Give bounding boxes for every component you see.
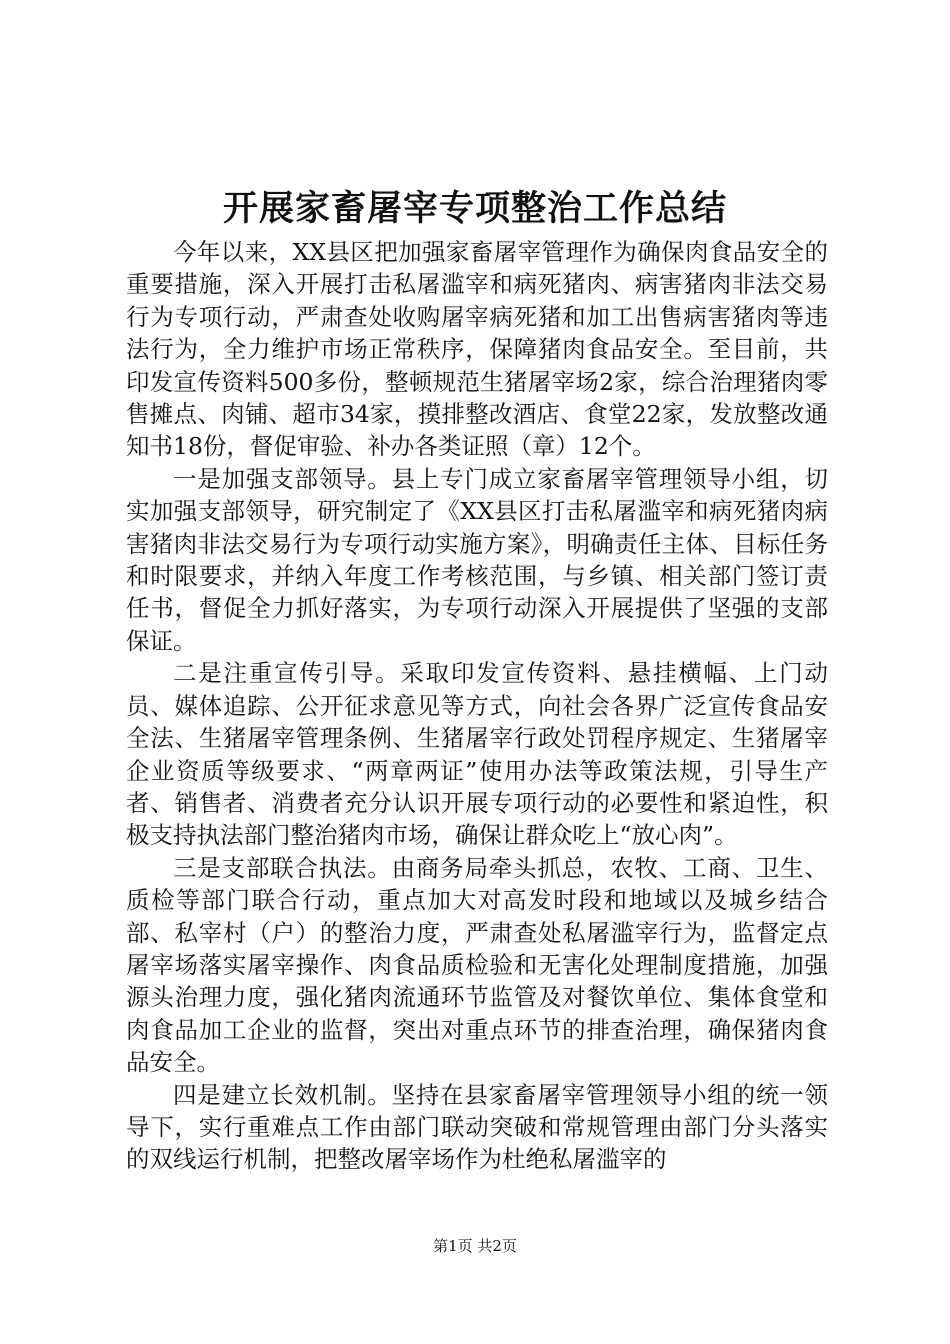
paragraph-joint-enforcement: 三是支部联合执法。由商务局牵头抓总，农牧、工商、卫生、质检等部门联合行动，重点加大对高发时段和地域以及城乡结合部、私宰村（户）的整治力度，严肃查处私屠滥宰行为，监督定点屠宰场落实屠宰操作、肉食品质检验和无害化处理制度措施，加强源头治理力度，强化猪肉流通环节监管及对餐饮单位、集体食堂和肉食品加工企业的监督，突出对重点环节的排查治理，确保猪肉食品安全。: [126, 853, 828, 1077]
page-footer: 第1页 共2页: [433, 1237, 517, 1255]
paragraph-long-term-mechanism: 四是建立长效机制。坚持在县家畜屠宰管理领导小组的统一领导下，实行重难点工作由部门联动突破和常规管理由部门分头落实的双线运行机制，把整改屠宰场作为杜绝私屠滥宰的: [126, 1080, 828, 1174]
document-title: 开展家畜屠宰专项整治工作总结: [222, 188, 727, 229]
paragraph-intro: 今年以来，XX县区把加强家畜屠宰管理作为确保肉食品安全的重要措施，深入开展打击私屠滥宰和病死猪肉、病害猪肉非法交易行为专项行动，严肃查处收购屠宰病死猪和加工出售病害猪肉等违法行为，全力维护市场正常秩序，保障猪肉食品安全。至目前，共印发宣传资料500多份，整顿规范生猪屠宰场2家，综合治理猪肉零售摊点、肉铺、超市34家，摸排整改酒店、食堂22家，发放整改通知书18份，督促审验、补办各类证照（章）12个。: [126, 238, 828, 461]
document-body: [126, 236, 828, 1176]
paragraph-publicity: 二是注重宣传引导。采取印发宣传资料、悬挂横幅、上门动员、媒体追踪、公开征求意见等方式，向社会各界广泛宣传食品安全法、生猪屠宰管理条例、生猪屠宰行政处罚程序规定、生猪屠宰企业资质等级要求、“两章两证”使用办法等政策法规，引导生产者、销售者、消费者充分认识开展专项行动的必要性和紧迫性，积极支持执法部门整治猪肉市场，确保让群众吃上“放心肉”。: [126, 659, 828, 850]
paragraph-leadership: 一是加强支部领导。县上专门成立家畜屠宰管理领导小组，切实加强支部领导，研究制定了《XX县区打击私屠滥宰和病死猪肉病害猪肉非法交易行为专项行动实施方案》，明确责任主体、目标任务和时限要求，并纳入年度工作考核范围，与乡镇、相关部门签订责任书，督促全力抓好落实，为专项行动深入开展提供了坚强的支部保证。: [126, 464, 828, 655]
